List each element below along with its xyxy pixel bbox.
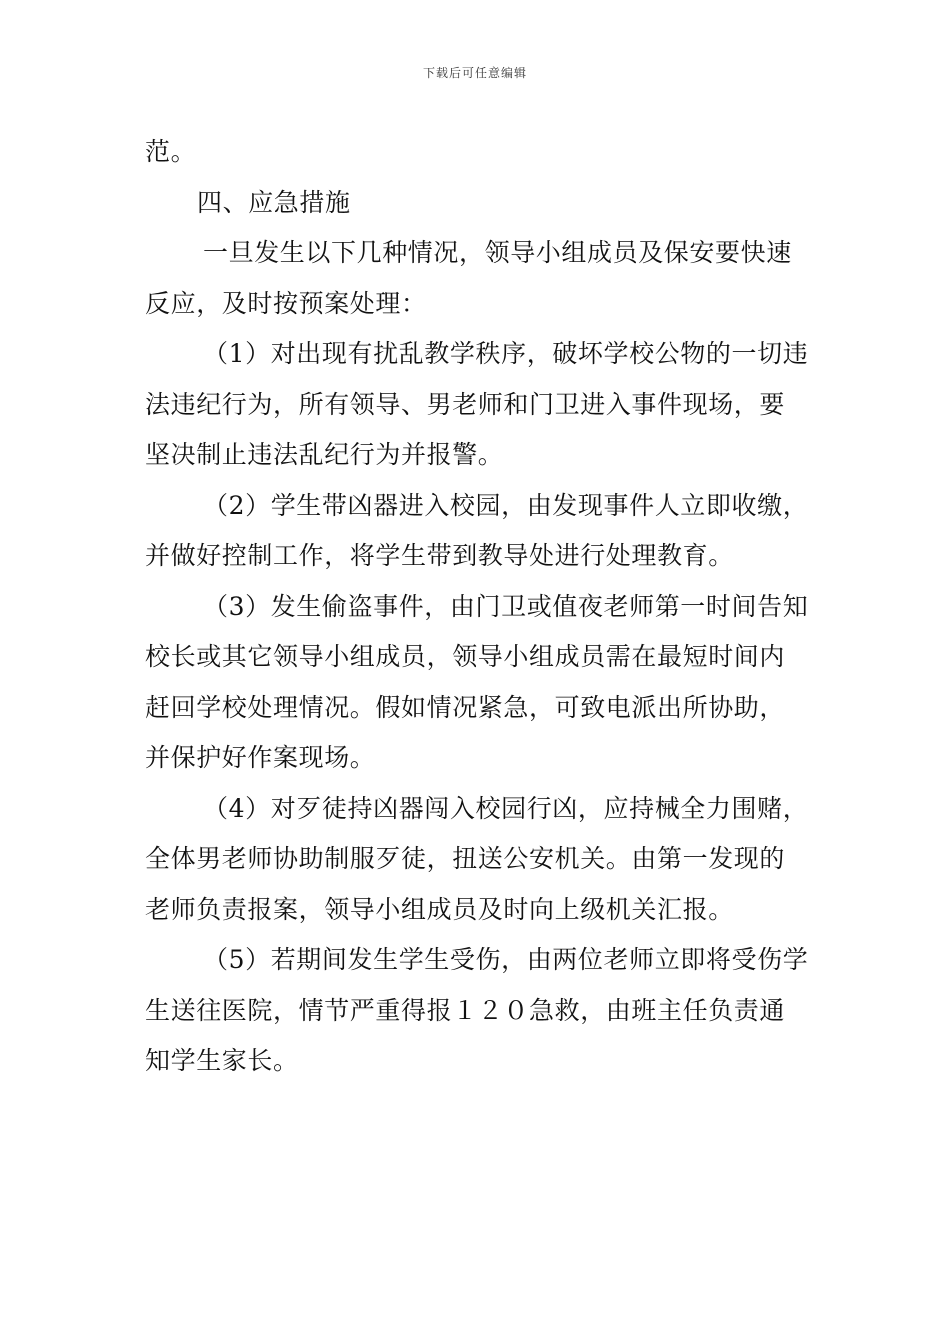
item-2-line: 并做好控制工作，将学生带到教导处进行处理教育。 — [145, 541, 734, 570]
item-4-line: （4）对歹徒持凶器闯入校园行凶，应持械全力围赌， — [203, 793, 809, 823]
item-3-line: 校长或其它领导小组成员，领导小组成员需在最短时间内 — [145, 642, 786, 671]
section-heading-emergency-measures: 四、应急措施 — [197, 187, 351, 217]
item-4-line: 全体男老师协助制服歹徒，扭送公安机关。由第一发现的 — [145, 844, 786, 873]
intro-paragraph-line: 一旦发生以下几种情况，领导小组成员及保安要快速 — [203, 238, 792, 267]
item-5-line: 知学生家长。 — [145, 1046, 299, 1075]
intro-paragraph-line: 反应，及时按预案处理： — [145, 288, 427, 318]
item-2-line: （2）学生带凶器进入校园，由发现事件人立即收缴， — [203, 490, 809, 520]
text-line-continuation: 范。 — [145, 137, 197, 166]
item-1-line: （1）对出现有扰乱教学秩序，破坏学校公物的一切违 — [203, 339, 809, 368]
item-1-line: 坚决制止违法乱纪行为并报警。 — [145, 440, 504, 469]
item-3-line: 并保护好作案现场。 — [145, 743, 376, 772]
item-3-line: 赶回学校处理情况。假如情况紧急，可致电派出所协助， — [145, 692, 786, 722]
page-header: 下载后可任意编辑 — [422, 66, 527, 80]
item-3-line: （3）发生偷盗事件，由门卫或值夜老师第一时间告知 — [203, 591, 809, 621]
item-4-line: 老师负责报案，领导小组成员及时向上级机关汇报。 — [145, 894, 734, 924]
item-5-line: （5）若期间发生学生受伤，由两位老师立即将受伤学 — [203, 945, 809, 974]
document-body — [145, 127, 810, 1087]
item-1-line: 法违纪行为，所有领导、男老师和门卫进入事件现场，要 — [145, 389, 786, 419]
item-5-line: 生送往医院，情节严重得报１２０急救，由班主任负责通 — [145, 995, 786, 1025]
